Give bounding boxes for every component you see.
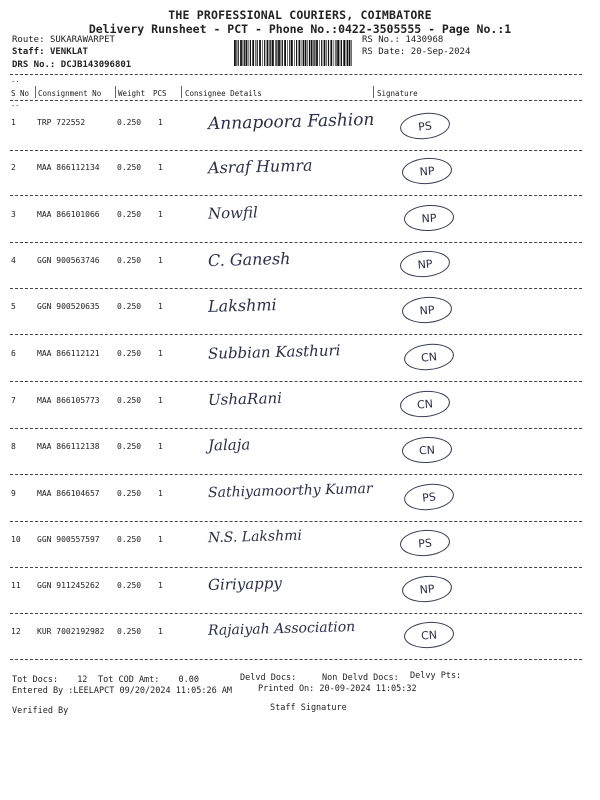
barcode-bar	[343, 40, 345, 66]
row-weight: 0.250	[117, 489, 142, 498]
staff-signature: Staff Signature	[270, 703, 347, 713]
row-status-stamp: PS	[399, 528, 451, 557]
barcode-bar	[347, 40, 348, 66]
row-divider	[10, 521, 582, 522]
row-divider	[10, 288, 582, 289]
col-consignment: Consignment No	[38, 89, 102, 98]
row-divider	[10, 428, 582, 429]
row-weight: 0.250	[117, 442, 142, 451]
barcode-bar	[313, 40, 314, 66]
row-pcs: 1	[158, 349, 163, 358]
row-divider	[10, 613, 582, 614]
row-sno: 11	[11, 581, 21, 590]
column-header-divider	[10, 100, 582, 101]
row-pcs: 1	[158, 581, 163, 590]
barcode-bar	[296, 40, 297, 66]
barcode-bar	[275, 40, 276, 66]
barcode-bar	[246, 40, 248, 66]
row-divider	[10, 381, 582, 382]
col-divider	[181, 86, 182, 98]
barcode-bar	[346, 40, 347, 66]
barcode-bar	[334, 40, 335, 66]
printed-on: Printed On: 20-09-2024 11:05:32	[258, 684, 417, 694]
row-pcs: 1	[158, 302, 163, 311]
barcode-bar	[299, 40, 301, 66]
verified-by: Verified By	[12, 706, 69, 716]
row-sno: 6	[11, 349, 16, 358]
row-consignment-no: KUR 7002192982	[37, 627, 105, 636]
barcode-bar	[278, 40, 280, 66]
row-consignment-no: GGN 900563746	[37, 256, 100, 265]
row-status-stamp: NP	[403, 204, 454, 233]
barcode-bar	[257, 40, 258, 66]
tot-cod-label: Tot COD Amt:	[98, 675, 160, 685]
row-weight: 0.250	[117, 581, 142, 590]
barcode-bar	[321, 40, 322, 66]
rs-date-label: RS Date:	[362, 47, 406, 57]
row-pcs: 1	[158, 210, 163, 219]
row-status-stamp: CN	[403, 620, 455, 649]
row-weight: 0.250	[117, 256, 142, 265]
barcode-bar	[284, 40, 286, 66]
barcode-bar	[282, 40, 283, 66]
row-status-stamp: NP	[399, 249, 451, 279]
row-consignee-handwriting: Jalaja	[207, 435, 251, 455]
row-status-stamp: PS	[403, 481, 455, 512]
row-consignee-handwriting: Giriyappy	[207, 574, 283, 594]
header-divider	[10, 74, 582, 75]
barcode-bar	[349, 40, 351, 66]
row-weight: 0.250	[117, 118, 142, 127]
rs-date-value: 20-Sep-2024	[410, 47, 471, 57]
barcode-bar	[262, 40, 263, 66]
non-delvd-docs-label: Non Delvd Docs:	[322, 673, 399, 683]
row-divider	[10, 474, 582, 475]
row-divider	[10, 195, 582, 196]
row-consignee-handwriting: Nowfil	[207, 203, 259, 223]
row-sno: 2	[11, 163, 16, 172]
barcode-bar	[311, 40, 313, 66]
rs-date-line	[362, 47, 470, 57]
barcode-bar	[234, 40, 236, 66]
row-pcs: 1	[158, 442, 163, 451]
row-sno: 8	[11, 442, 16, 451]
barcode-bar	[255, 40, 256, 66]
row-sno: 10	[11, 535, 21, 544]
row-consignee-handwriting: UshaRani	[207, 389, 283, 409]
row-sno: 12	[11, 627, 21, 636]
barcode-bar	[326, 40, 327, 66]
barcode-bar	[303, 40, 304, 66]
col-sno: S No	[11, 89, 30, 98]
row-consignee-handwriting: Asraf Humra	[207, 155, 313, 178]
row-weight: 0.250	[117, 210, 142, 219]
barcode-bar	[294, 40, 295, 66]
rs-no-value: 1430968	[405, 35, 444, 45]
totals-line	[12, 675, 87, 685]
barcode-bar	[238, 40, 239, 66]
row-sno: 9	[11, 489, 16, 498]
row-consignment-no: GGN 900557597	[37, 535, 100, 544]
barcode-bar	[335, 40, 336, 66]
col-divider	[115, 86, 116, 98]
delvd-docs-label: Delvd Docs:	[240, 673, 297, 683]
barcode-bar	[324, 40, 326, 66]
barcode-bar	[267, 40, 269, 66]
barcode-bar	[270, 40, 271, 66]
row-sno: 1	[11, 118, 16, 127]
rs-no-line	[362, 35, 443, 45]
row-consignee-handwriting: Lakshmi	[207, 295, 277, 316]
row-sno: 4	[11, 256, 16, 265]
row-status-stamp: NP	[401, 574, 453, 604]
row-pcs: 1	[158, 118, 163, 127]
barcode-bar	[287, 40, 288, 66]
barcode-bar	[330, 40, 332, 66]
row-status-stamp: NP	[401, 156, 453, 185]
barcode-bar	[314, 40, 315, 66]
row-weight: 0.250	[117, 163, 142, 172]
row-consignee-handwriting: Rajaiyah Association	[207, 619, 356, 639]
row-status-stamp: CN	[403, 341, 455, 372]
row-sno: 7	[11, 396, 16, 405]
row-consignment-no: MAA 866105773	[37, 396, 100, 405]
barcode-bar	[276, 40, 277, 66]
row-consignee-handwriting: N.S. Lakshmi	[207, 527, 303, 547]
barcode-bar	[337, 40, 339, 66]
row-divider	[10, 659, 582, 660]
drs-label: DRS No.:	[12, 60, 56, 70]
route-label: Route:	[12, 35, 45, 45]
row-consignee-handwriting: Sathiyamoorthy Kumar	[207, 480, 373, 502]
row-divider	[10, 334, 582, 335]
barcode-bar	[264, 40, 265, 66]
barcode-bar	[252, 40, 254, 66]
row-sno: 5	[11, 302, 16, 311]
row-consignment-no: MAA 866112121	[37, 349, 100, 358]
drs-line	[12, 60, 131, 70]
row-consignment-no: GGN 900520635	[37, 302, 100, 311]
staff-label: Staff:	[12, 47, 45, 57]
col-divider	[373, 86, 374, 98]
barcode-bar	[243, 40, 244, 66]
company-title: THE PROFESSIONAL COURIERS, COIMBATORE	[168, 8, 432, 22]
row-consignee-handwriting: C. Ganesh	[207, 248, 291, 271]
row-pcs: 1	[158, 163, 163, 172]
barcode-bar	[319, 40, 320, 66]
col-pcs: PCS	[153, 89, 167, 98]
row-sno: 3	[11, 210, 16, 219]
barcode-bar	[328, 40, 329, 66]
row-consignment-no: MAA 866104657	[37, 489, 100, 498]
barcode-bar	[340, 40, 341, 66]
barcode-bar	[259, 40, 261, 66]
barcode-bar	[281, 40, 282, 66]
barcode-bar	[341, 40, 342, 66]
row-divider	[10, 567, 582, 568]
tot-docs-value: 12	[77, 675, 88, 685]
barcode-bar	[305, 40, 307, 66]
row-consignment-no: TRP 722552	[37, 118, 86, 127]
tot-cod-value: 0.00	[178, 675, 200, 685]
route-value: SUKARAWARPET	[49, 35, 115, 45]
top-dots: ..	[11, 76, 20, 84]
row-status-stamp: NP	[401, 295, 453, 324]
cod-line	[98, 675, 199, 685]
col-consignee: Consignee Details	[185, 89, 262, 98]
row-consignment-no: GGN 911245262	[37, 581, 100, 590]
barcode-bar	[291, 40, 293, 66]
barcode-bar	[248, 40, 249, 66]
row-divider	[10, 242, 582, 243]
sno-dots: --	[11, 102, 20, 110]
barcode-bar	[236, 40, 237, 66]
barcode-bar	[351, 40, 352, 66]
row-consignee-handwriting: Annapoora Fashion	[207, 109, 375, 135]
barcode-bar	[244, 40, 245, 66]
row-consignee-handwriting: Subbian Kasthuri	[207, 341, 341, 363]
row-pcs: 1	[158, 627, 163, 636]
barcode-bar	[272, 40, 274, 66]
staff-line	[12, 47, 88, 57]
row-pcs: 1	[158, 396, 163, 405]
tot-docs-label: Tot Docs:	[12, 675, 59, 685]
barcode-bar	[309, 40, 310, 66]
delvy-pts-label: Delvy Pts:	[410, 671, 462, 681]
drs-barcode	[233, 40, 355, 66]
col-weight: Weight	[118, 89, 146, 98]
col-signature: Signature	[377, 89, 418, 98]
row-consignment-no: MAA 866112138	[37, 442, 100, 451]
row-consignment-no: MAA 866101066	[37, 210, 100, 219]
row-divider	[10, 150, 582, 151]
barcode-bar	[250, 40, 251, 66]
route-line	[12, 35, 115, 45]
barcode-bar	[316, 40, 318, 66]
row-pcs: 1	[158, 489, 163, 498]
row-weight: 0.250	[117, 627, 142, 636]
row-weight: 0.250	[117, 302, 142, 311]
row-consignment-no: MAA 866112134	[37, 163, 100, 172]
row-pcs: 1	[158, 535, 163, 544]
entered-by: Entered By :LEELAPCT 09/20/2024 11:05:26 AM	[12, 686, 233, 696]
runsheet-title: Delivery Runsheet - PCT - Phone No.:0422-3505555 - Page No.:1	[88, 22, 512, 36]
barcode-bar	[289, 40, 290, 66]
row-weight: 0.250	[117, 396, 142, 405]
drs-value: DCJB143096801	[60, 60, 132, 70]
row-weight: 0.250	[117, 349, 142, 358]
row-status-stamp: CN	[399, 389, 451, 419]
row-pcs: 1	[158, 256, 163, 265]
barcode-bar	[307, 40, 308, 66]
barcode-bar	[269, 40, 270, 66]
col-divider	[35, 86, 36, 98]
row-weight: 0.250	[117, 535, 142, 544]
row-status-stamp: PS	[399, 110, 451, 141]
rs-no-label: RS No.:	[362, 35, 400, 45]
barcode-bar	[302, 40, 303, 66]
row-status-stamp: CN	[401, 436, 452, 465]
barcode-bar	[240, 40, 242, 66]
staff-value: VENKLAT	[49, 47, 88, 57]
